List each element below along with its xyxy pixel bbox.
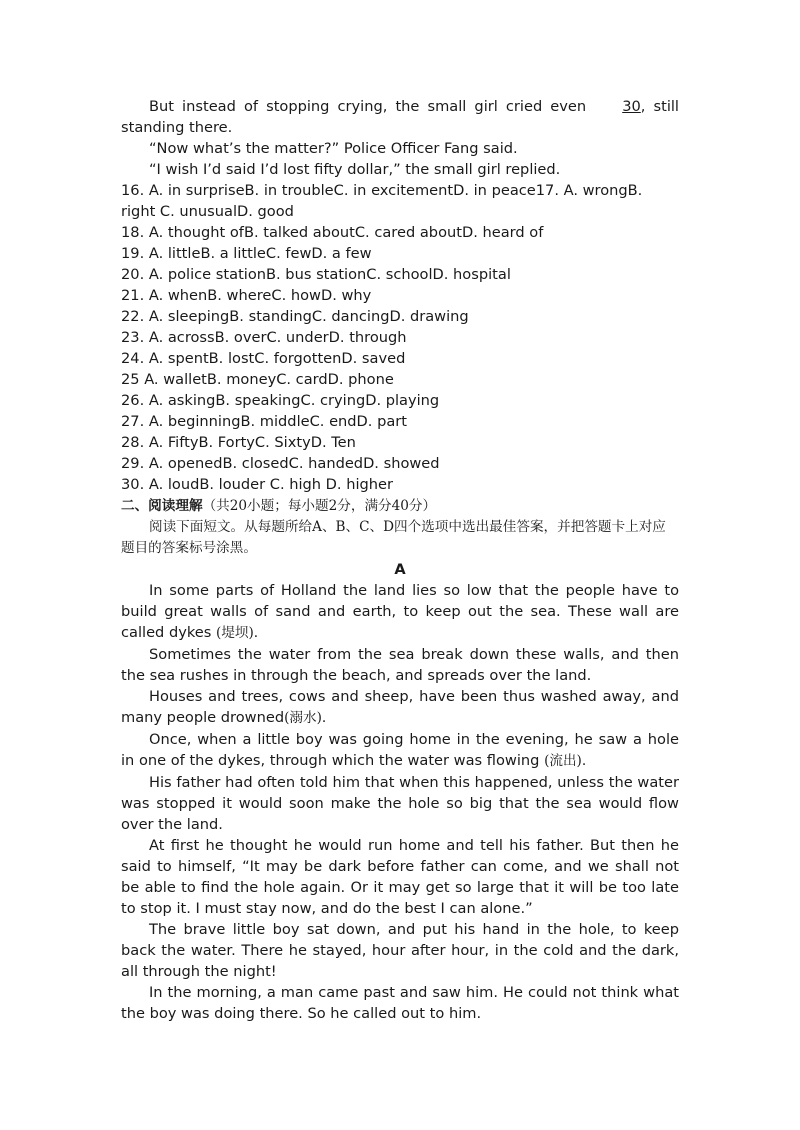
paragraph-text: In some parts of Holland the land lies so low that the people have to build great walls of sand and earth, to keep out the sea. These wall are called dykes xyxy=(121,582,679,641)
option-line: 21. A. whenB. whereC. howD. why xyxy=(121,287,372,304)
passage-paragraph: The brave little boy sat down, and put his hand in the hole, to keep back the water. There he stayed, hour after hour, in the cold and the dark, all through the night! xyxy=(121,921,679,980)
paragraph-text: Houses and trees, cows and sheep, have been thus washed away, and many people drowned xyxy=(121,688,679,726)
passage-paragraph: Sometimes the water from the sea break down these walls, and then the sea rushes in through the beach, and spreads over the land. xyxy=(121,646,679,684)
passage-paragraph xyxy=(121,686,679,729)
section-instruction: 阅读下面短文。从每题所给A、B、C、D四个选项中选出最佳答案，并把答题卡上对应题目的答案标号涂黑。 xyxy=(121,519,666,556)
dialog-line-2: “I wish I’d said I’d lost fifty dollar,” the small girl replied. xyxy=(149,161,561,178)
passage-label: A xyxy=(394,561,406,578)
paragraph-text: Once, when a little boy was going home in the evening, he saw a hole in one of the dykes, through which the water was flowing xyxy=(121,731,679,769)
passage-paragraph xyxy=(121,729,679,772)
gloss: (溺水). xyxy=(284,710,327,726)
passage-paragraph: His father had often told him that when this happened, unless the water was stopped it would soon make the hole so big that the sea would flow over the land. xyxy=(121,774,679,833)
gloss: (堤坝). xyxy=(216,625,259,641)
passage-paragraph xyxy=(121,580,679,644)
passage-paragraph: At first he thought he would run home and tell his father. But then he said to himself, “It may be dark before father can come, and we shall not be able to find the hole again. Or it may get so large that it will be too late to stop it. I must stay now, and do the best I can alone.” xyxy=(121,837,679,917)
option-line: 29. A. openedB. closedC. handedD. showed xyxy=(121,455,440,472)
section-note: （共20小题；每小题2分，满分40分） xyxy=(202,498,437,514)
option-line: 27. A. beginningB. middleC. endD. part xyxy=(121,413,408,430)
option-line: 18. A. thought ofB. talked aboutC. cared aboutD. heard of xyxy=(121,224,544,241)
gloss: (流出). xyxy=(544,753,587,769)
option-line: 19. A. littleB. a littleC. fewD. a few xyxy=(121,245,372,262)
dialog-line-1: “Now what’s the matter?” Police Officer Fang said. xyxy=(149,140,518,157)
option-line: 20. A. police stationB. bus stationC. schoolD. hospital xyxy=(121,266,511,283)
option-line: 30. A. loudB. louder C. high D. higher xyxy=(121,476,393,493)
document-page xyxy=(121,96,679,1024)
story-text: But instead of stopping crying, the small girl cried even xyxy=(149,98,595,115)
option-line: 26. A. askingB. speakingC. cryingD. playing xyxy=(121,392,440,409)
section-title: 二、阅读理解 xyxy=(121,498,203,514)
option-line: 25 A. walletB. moneyC. cardD. phone xyxy=(121,371,394,388)
story-text-after: , still standing there. xyxy=(121,98,679,136)
blank-30: 30 xyxy=(622,98,641,115)
option-line: 28. A. FiftyB. FortyC. SixtyD. Ten xyxy=(121,434,356,451)
passage-paragraph: In the morning, a man came past and saw him. He could not think what the boy was doing there. So he called out to him. xyxy=(121,984,679,1022)
option-line: 16. A. in surpriseB. in troubleC. in excitementD. in peace17. A. wrongB. right C. unusualD. good xyxy=(121,182,643,220)
option-line: 23. A. acrossB. overC. underD. through xyxy=(121,329,407,346)
story-line-1 xyxy=(121,96,679,138)
option-line: 22. A. sleepingB. standingC. dancingD. drawing xyxy=(121,308,469,325)
section-heading xyxy=(121,495,679,517)
option-line: 24. A. spentB. lostC. forgottenD. saved xyxy=(121,350,406,367)
